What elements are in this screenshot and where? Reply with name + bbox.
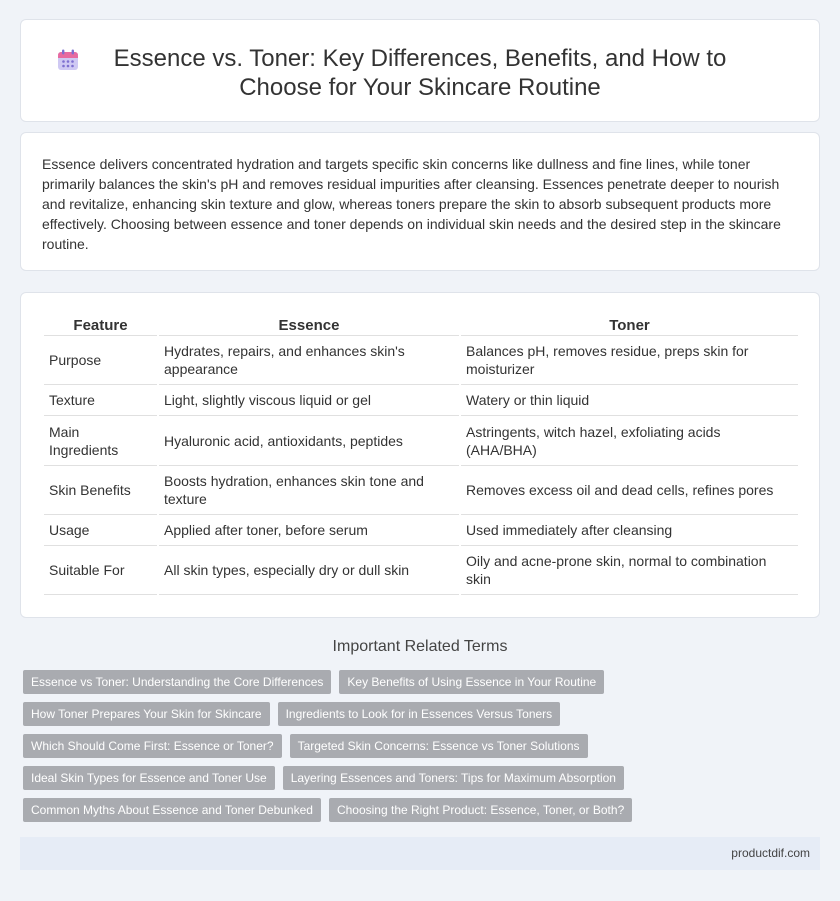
footer bbox=[20, 837, 820, 870]
related-term-tag[interactable]: Layering Essences and Toners: Tips for Maximum Absorption bbox=[283, 766, 624, 790]
related-term-tag[interactable]: Essence vs Toner: Understanding the Core Differences bbox=[23, 670, 331, 694]
table-row bbox=[44, 466, 798, 515]
comparison-table bbox=[42, 314, 800, 595]
header-toner: Toner bbox=[461, 314, 798, 336]
row-essence: Hydrates, repairs, and enhances skin's appearance bbox=[159, 336, 459, 385]
related-term-tag[interactable]: Ideal Skin Types for Essence and Toner Use bbox=[23, 766, 275, 790]
page-title-text: Essence vs. Toner: Key Differences, Benefits, and How to Choose for Your Skincare Routine bbox=[113, 45, 727, 101]
row-toner: Watery or thin liquid bbox=[461, 385, 798, 416]
title-card bbox=[20, 19, 820, 122]
row-feature: Suitable For bbox=[44, 546, 157, 595]
row-toner: Oily and acne-prone skin, normal to combination skin bbox=[461, 546, 798, 595]
table-header-row bbox=[44, 314, 798, 336]
related-term-tag[interactable]: Choosing the Right Product: Essence, Toner, or Both? bbox=[329, 798, 632, 822]
related-term-tag[interactable]: Ingredients to Look for in Essences Versus Toners bbox=[278, 702, 561, 726]
related-terms-title: Important Related Terms bbox=[332, 638, 508, 655]
row-essence: Light, slightly viscous liquid or gel bbox=[159, 385, 459, 416]
related-term-tag[interactable]: How Toner Prepares Your Skin for Skincare bbox=[23, 702, 270, 726]
header-feature: Feature bbox=[44, 314, 157, 336]
row-essence: Hyaluronic acid, antioxidants, peptides bbox=[159, 416, 459, 466]
related-term-tag[interactable]: Targeted Skin Concerns: Essence vs Toner Solutions bbox=[290, 734, 588, 758]
row-toner: Balances pH, removes residue, preps skin for moisturizer bbox=[461, 336, 798, 385]
row-feature: Texture bbox=[44, 385, 157, 416]
table-row bbox=[44, 546, 798, 595]
row-essence: Applied after toner, before serum bbox=[159, 515, 459, 546]
page-title bbox=[21, 44, 819, 102]
table-row bbox=[44, 515, 798, 546]
row-toner: Used immediately after cleansing bbox=[461, 515, 798, 546]
related-term-tag[interactable]: Which Should Come First: Essence or Toner? bbox=[23, 734, 282, 758]
row-essence: Boosts hydration, enhances skin tone and texture bbox=[159, 466, 459, 515]
summary-text: Essence delivers concentrated hydration and targets specific skin concerns like dullness and fine lines, while toner primarily balances the skin's pH and removes residual impurities after cleansing. Essences penetrate deeper to nourish and revitalize, enhancing skin texture and glow, whereas toners prepare the skin to absorb subsequent products more effectively. Choosing between essence and toner depends on individual skin needs and the desired step in the skincare routine. bbox=[42, 156, 781, 252]
footer-site-link[interactable]: productdif.com bbox=[731, 846, 810, 860]
related-term-tag[interactable]: Common Myths About Essence and Toner Debunked bbox=[23, 798, 321, 822]
comparison-table-card bbox=[20, 292, 820, 618]
row-feature: Purpose bbox=[44, 336, 157, 385]
header-essence: Essence bbox=[159, 314, 459, 336]
row-feature: Usage bbox=[44, 515, 157, 546]
row-essence: All skin types, especially dry or dull skin bbox=[159, 546, 459, 595]
related-terms-list bbox=[23, 670, 823, 822]
table-row bbox=[44, 336, 798, 385]
table-row bbox=[44, 416, 798, 466]
row-feature: Skin Benefits bbox=[44, 466, 157, 515]
row-toner: Astringents, witch hazel, exfoliating acids (AHA/BHA) bbox=[461, 416, 798, 466]
related-term-tag[interactable]: Key Benefits of Using Essence in Your Routine bbox=[339, 670, 604, 694]
summary-card bbox=[20, 132, 820, 271]
table-row bbox=[44, 385, 798, 416]
row-feature: Main Ingredients bbox=[44, 416, 157, 466]
row-toner: Removes excess oil and dead cells, refines pores bbox=[461, 466, 798, 515]
